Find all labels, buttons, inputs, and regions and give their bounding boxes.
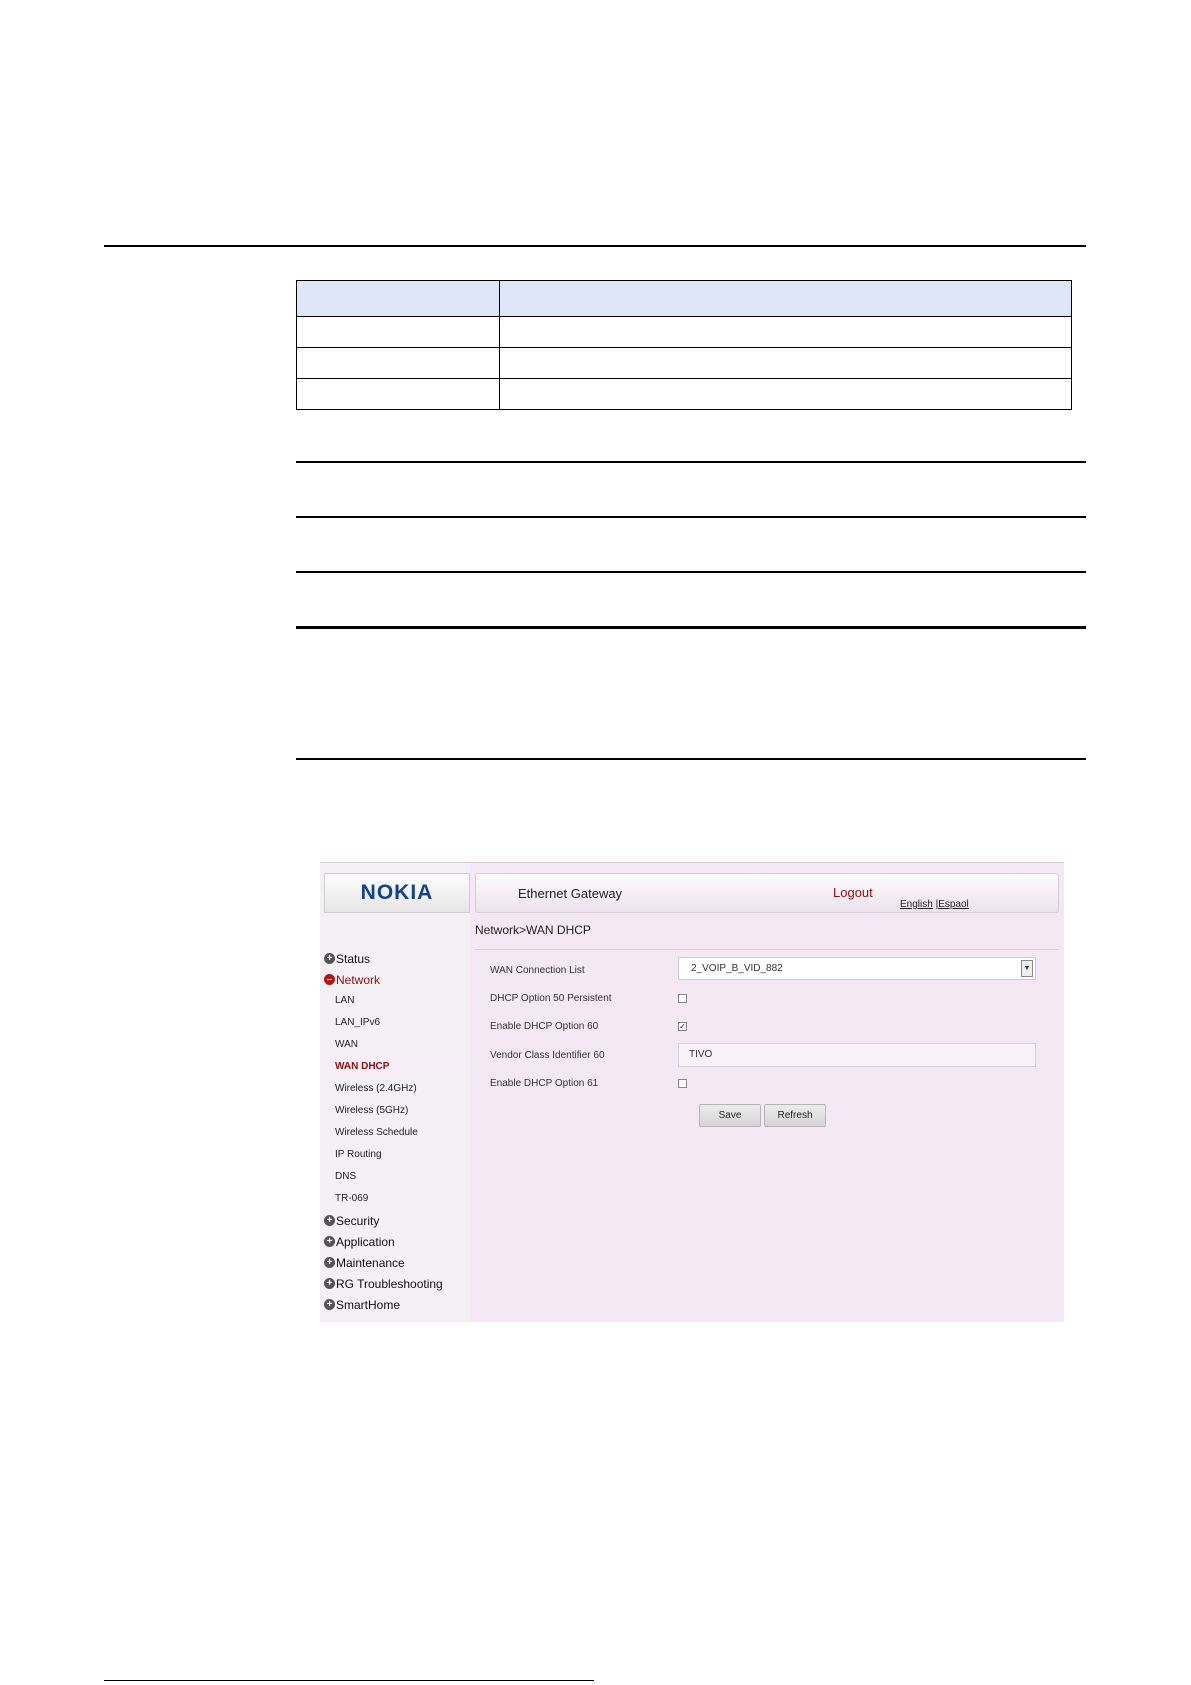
nav-item-wireless-5[interactable]: Wireless (5GHz)	[335, 1105, 409, 1116]
espanol-link[interactable]: Espaol	[938, 899, 969, 910]
nav-smarthome[interactable]: + SmartHome	[324, 1294, 470, 1315]
nav-item-lan-ipv6[interactable]: LAN_IPv6	[335, 1017, 381, 1028]
dhcp-opt61-checkbox[interactable]	[678, 1079, 687, 1088]
table-row	[297, 379, 1072, 410]
note-divider	[296, 461, 1086, 463]
plus-icon: +	[324, 1299, 335, 1310]
nav-maintenance[interactable]: + Maintenance	[324, 1252, 470, 1273]
plus-icon: +	[324, 1236, 335, 1247]
nav-network[interactable]: – Network	[324, 969, 470, 990]
language-switch: English |Espaol	[900, 899, 969, 910]
nav-status[interactable]: + Status	[324, 948, 470, 969]
header-title: Ethernet Gateway	[518, 886, 623, 901]
vendor-class-label: Vendor Class Identifier 60	[490, 1050, 605, 1061]
wan-connection-select[interactable]: 2_VOIP_B_VID_882 ▼	[678, 957, 1036, 980]
nokia-logo: NOKIA	[360, 881, 434, 904]
note-divider	[296, 516, 1086, 518]
footer-rule	[104, 1680, 594, 1681]
nav-application[interactable]: + Application	[324, 1231, 470, 1252]
plus-icon: +	[324, 953, 335, 964]
nav-item-dns[interactable]: DNS	[335, 1171, 357, 1182]
wan-connection-list-label: WAN Connection List	[490, 965, 585, 976]
dhcp-opt61-label: Enable DHCP Option 61	[490, 1078, 599, 1089]
plus-icon: +	[324, 1215, 335, 1226]
nav-item-ip-routing[interactable]: IP Routing	[335, 1149, 382, 1160]
nav-item-lan[interactable]: LAN	[335, 995, 355, 1006]
dhcp-opt50-checkbox[interactable]	[678, 994, 687, 1003]
nav-item-wireless-schedule[interactable]: Wireless Schedule	[335, 1127, 418, 1138]
save-button[interactable]: Save	[699, 1104, 761, 1127]
chevron-down-icon: ▼	[1021, 960, 1033, 977]
nav-item-wan[interactable]: WAN	[335, 1039, 358, 1050]
dhcp-opt60-label: Enable DHCP Option 60	[490, 1021, 599, 1032]
nav-rg-troubleshooting[interactable]: + RG Troubleshooting	[324, 1273, 470, 1294]
table-header-cell	[500, 281, 1072, 317]
parameter-table	[296, 280, 1072, 410]
nav-item-tr069[interactable]: TR-069	[335, 1193, 369, 1204]
table-row	[297, 317, 1072, 348]
breadcrumb: Network>WAN DHCP	[475, 923, 591, 937]
wan-dhcp-form	[320, 863, 1064, 1322]
nav-item-wan-dhcp[interactable]: WAN DHCP	[324, 1056, 470, 1078]
table-header-row	[297, 281, 1072, 317]
dhcp-opt60-checkbox[interactable]: ✓	[679, 1022, 686, 1031]
dhcp-opt50-label: DHCP Option 50 Persistent	[490, 993, 612, 1004]
table-header-cell	[297, 281, 500, 317]
note-divider	[296, 626, 1086, 629]
section-divider	[104, 245, 1086, 247]
refresh-button[interactable]: Refresh	[764, 1104, 826, 1127]
gateway-screenshot	[320, 862, 1064, 1322]
table-row	[297, 348, 1072, 379]
english-link[interactable]: English	[900, 899, 933, 910]
nav-security[interactable]: + Security	[324, 1210, 470, 1231]
vendor-class-input[interactable]: TIVO	[678, 1043, 1036, 1067]
logout-link[interactable]: Logout	[833, 885, 873, 900]
note-divider	[296, 758, 1086, 760]
plus-icon: +	[324, 1257, 335, 1268]
note-divider	[296, 571, 1086, 573]
minus-icon: –	[324, 974, 335, 985]
plus-icon: +	[324, 1278, 335, 1289]
nav-item-wireless-24[interactable]: Wireless (2.4GHz)	[335, 1083, 417, 1094]
